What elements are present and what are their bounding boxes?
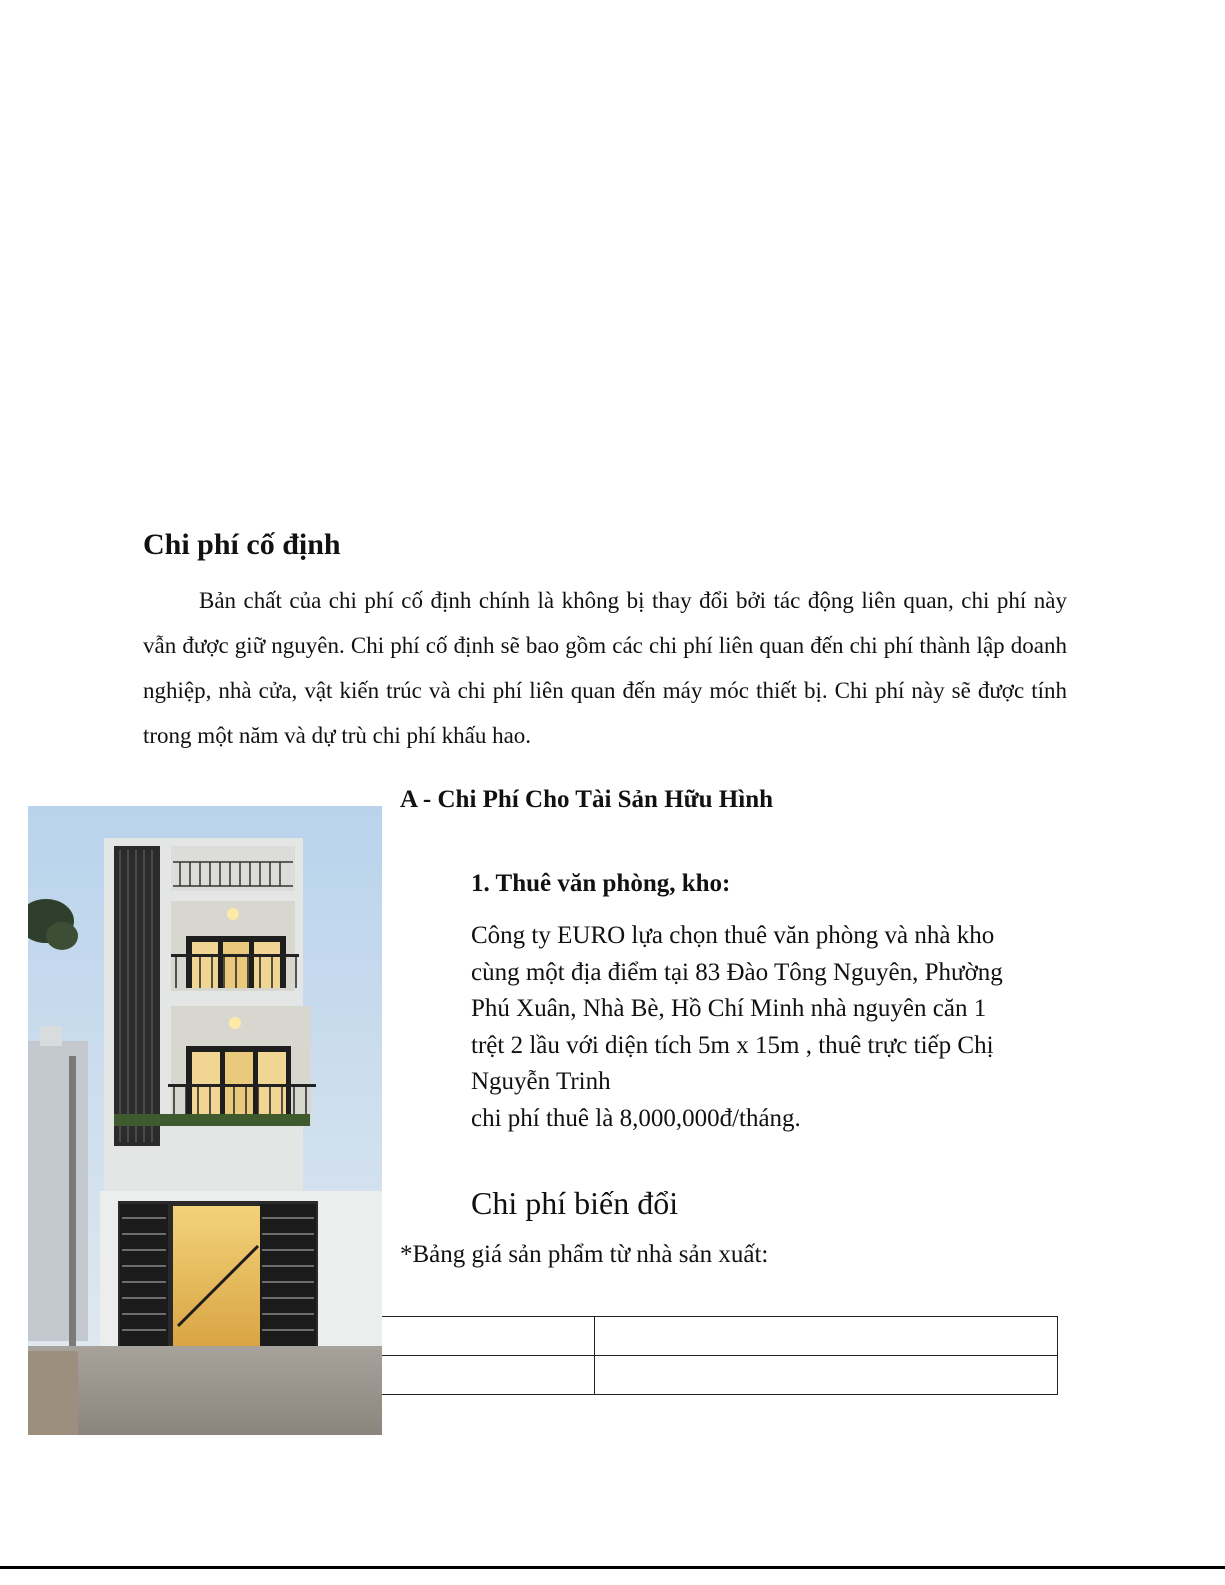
price-table-note: *Bảng giá sản phẩm từ nhà sản xuất:	[400, 1241, 769, 1268]
subsection-a-title: A - Chi Phí Cho Tài Sản Hữu Hình	[400, 786, 774, 813]
table-row	[346, 1356, 1058, 1395]
section-paragraph: Bản chất của chi phí cố định chính là không bị thay đổi bởi tác động liên quan, chi phí này vẫn được giữ nguyên. Chi phí cố định sẽ bao gồm các chi phí liên quan đến chi phí thành lập doanh nghiệp, nhà cửa, vật kiến trúc và chi phí liên quan đến máy móc thiết bị. Chi phí này sẽ được tính trong một năm và dự trù chi phí khấu hao.	[143, 588, 1067, 748]
item-1-title: 1. Thuê văn phòng, kho:	[471, 870, 731, 897]
table-cell	[346, 1317, 595, 1356]
house-photo	[28, 806, 382, 1435]
item-1-line: Nguyễn Trinh	[471, 1068, 611, 1095]
table-cell	[595, 1356, 1058, 1395]
item-1-line: chi phí thuê là 8,000,000đ/tháng.	[471, 1104, 801, 1132]
item-1-line: Phú Xuân, Nhà Bè, Hồ Chí Minh nhà nguyên căn 1	[471, 995, 987, 1022]
price-table	[345, 1316, 1058, 1395]
section-title: Chi phí cố định	[143, 528, 341, 561]
item-1-body	[471, 918, 1071, 1137]
variable-costs-title: Chi phí biến đổi	[471, 1185, 679, 1221]
item-1-line: Công ty EURO lựa chọn thuê văn phòng và nhà kho	[471, 922, 995, 949]
table-cell	[346, 1356, 595, 1395]
table-cell	[595, 1317, 1058, 1356]
item-1-line: cùng một địa điểm tại 83 Đào Tông Nguyên, Phường	[471, 958, 1003, 986]
table-row	[346, 1317, 1058, 1356]
page-bottom-rule	[0, 1566, 1225, 1569]
item-1-line: trệt 2 lầu với diện tích 5m x 15m , thuê trực tiếp Chị	[471, 1031, 994, 1059]
